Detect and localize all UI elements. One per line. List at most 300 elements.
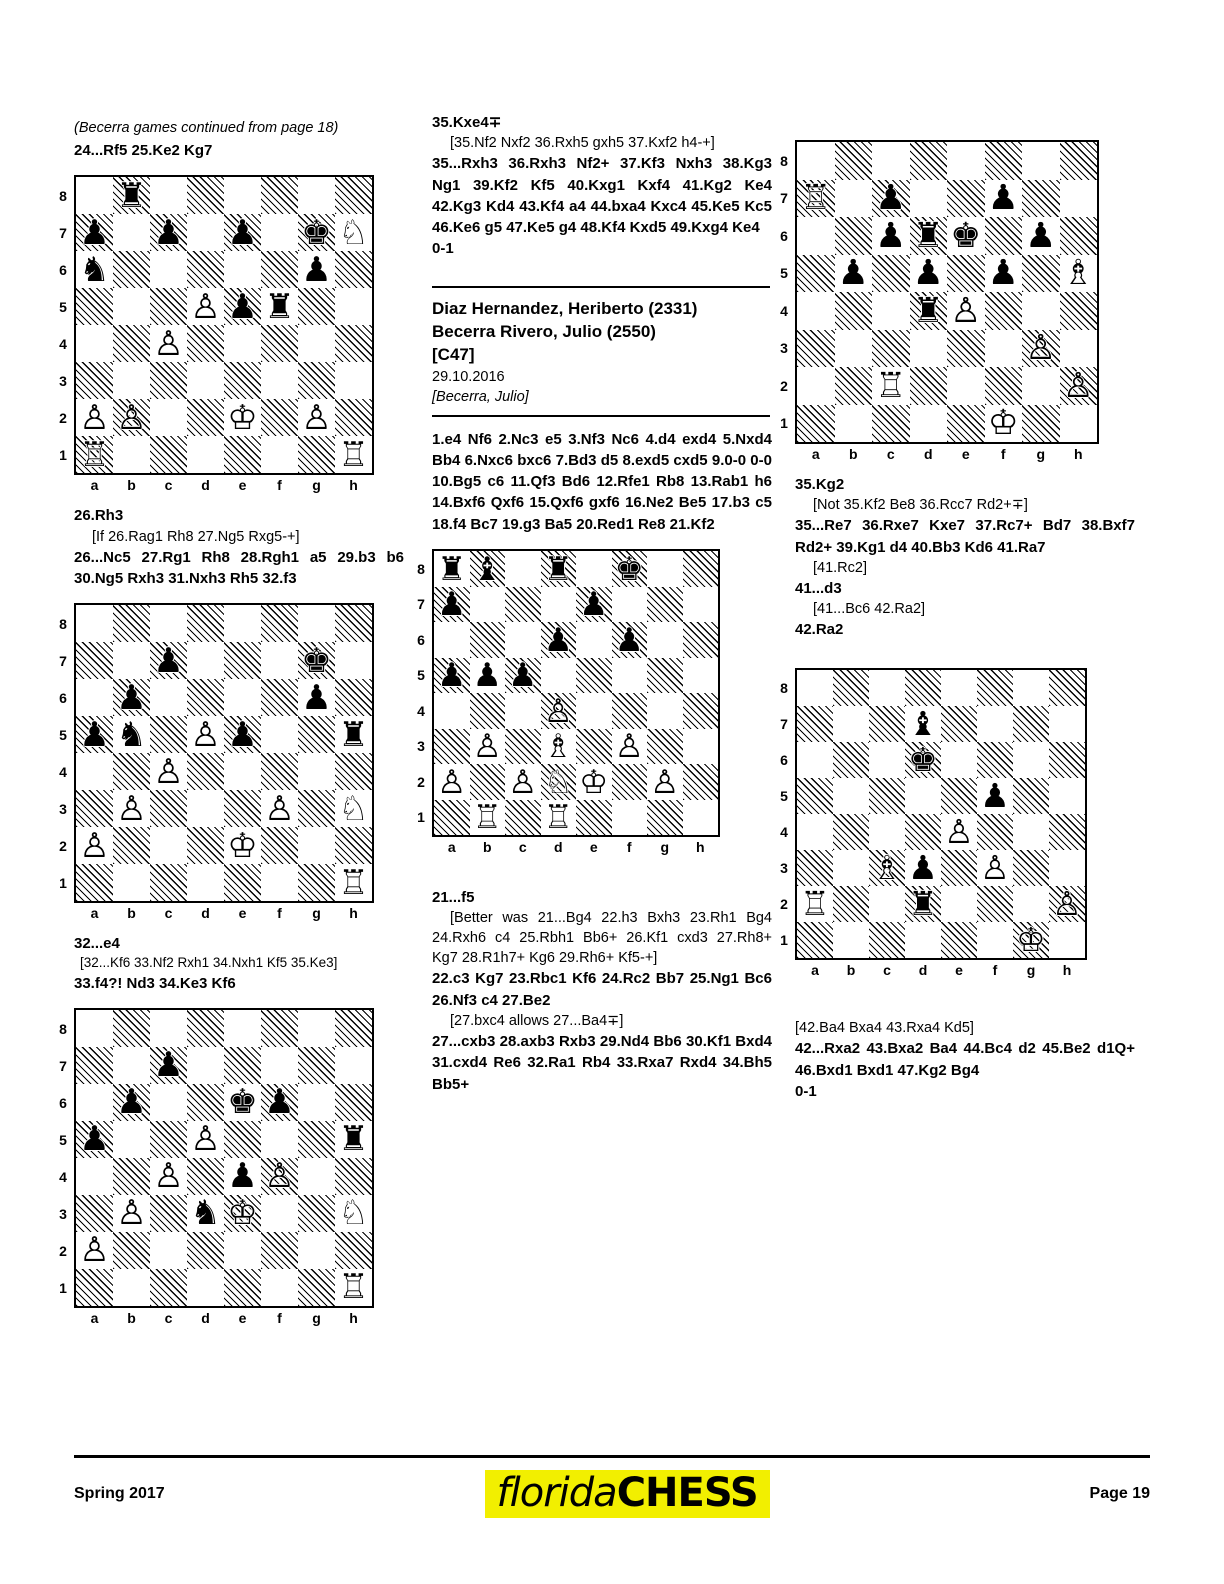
square-e4: [947, 292, 985, 330]
square-c2: [872, 367, 910, 405]
piece-b-d7: ♝: [908, 706, 938, 743]
piece-R-h1: ♖: [338, 436, 369, 474]
piece-P-a2: ♙: [437, 764, 467, 800]
file-label-b: b: [127, 477, 136, 494]
piece-p-d6: ♟: [543, 622, 573, 658]
square-f3: [612, 729, 648, 765]
square-e5: [224, 1121, 261, 1158]
section-divider-bottom: [432, 415, 770, 417]
rank-label-7: 7: [417, 596, 425, 613]
square-e2: [941, 886, 977, 922]
square-e8: [947, 142, 985, 180]
variation-35-col3: [Not 35.Kf2 Be8 36.Rcc7 Rd2+∓]: [813, 497, 1028, 514]
piece-R-a2: ♖: [800, 886, 830, 923]
square-c3: [505, 729, 541, 765]
file-label-a: a: [447, 839, 456, 856]
square-h1: [1060, 405, 1098, 443]
position-after-34-Kf6: [59, 1008, 374, 1328]
square-h8: [335, 605, 372, 642]
square-f1: [261, 436, 298, 473]
piece-p-d5: ♟: [912, 254, 944, 292]
square-d6: [905, 742, 941, 778]
square-g6: [298, 1084, 335, 1121]
file-label-b: b: [848, 446, 858, 462]
square-c2: [150, 1232, 187, 1269]
square-b3: [470, 729, 506, 765]
square-f6: [261, 679, 298, 716]
moves-35b-col2: 35...Rxh3 36.Rxh3 Nf2+ 37.Kf3 Nxh3 38.Kg3 Ng1 39.Kf2 Kf5 40.Kxg1 Kxf4 41.Kg2 Ke4 42.Kg3 Kd4 43.Kf4 a4 44.bxa4 Kxc4 45.Ke5 Kc5 46.Ke6 g5 47.Ke5 g4 48.Kf4 Kxd5 49.Kxg4 Ke4: [432, 155, 772, 237]
square-d8: [541, 551, 577, 587]
piece-p-a7: ♟: [437, 586, 467, 622]
rank-label-7: 7: [59, 1057, 67, 1074]
file-label-e: e: [238, 905, 247, 922]
square-d6: [541, 622, 577, 658]
variation-26: [If 26.Rag1 Rh8 27.Ng5 Rxg5-+]: [92, 528, 300, 545]
square-a5: [76, 1121, 113, 1158]
square-b1: [470, 800, 506, 836]
square-e1: [941, 922, 977, 958]
rank-label-1: 1: [417, 809, 425, 826]
square-h2: [683, 764, 719, 800]
square-f8: [977, 670, 1013, 706]
square-c8: [505, 551, 541, 587]
square-g4: [298, 753, 335, 790]
rank-labels: [56, 605, 70, 901]
square-b5: [833, 778, 869, 814]
square-b8: [113, 1010, 150, 1047]
piece-k-g7: ♚: [301, 214, 332, 252]
square-h8: [683, 551, 719, 587]
variation-35-col2: [35.Nf2 Nxf2 36.Rxh5 gxh5 37.Kxf2 h4-+]: [450, 135, 715, 152]
square-b3: [833, 850, 869, 886]
square-c3: [872, 330, 910, 368]
square-e5: [576, 658, 612, 694]
piece-K-e2: ♔: [579, 764, 609, 800]
square-e4: [224, 325, 261, 362]
piece-P-g3: ♙: [1025, 329, 1057, 367]
square-g7: [1013, 706, 1049, 742]
square-e8: [224, 605, 261, 642]
square-f4: [261, 325, 298, 362]
square-a8: [76, 177, 113, 214]
square-a2: [797, 367, 835, 405]
square-a7: [434, 587, 470, 623]
square-e3: [947, 330, 985, 368]
piece-R-h1: ♖: [338, 1269, 369, 1306]
square-a1: [797, 405, 835, 443]
square-g4: [1022, 292, 1060, 330]
rank-label-8: 8: [59, 1020, 67, 1037]
square-a6: [797, 217, 835, 255]
square-d4: [541, 693, 577, 729]
square-a6: [76, 1084, 113, 1121]
square-f6: [985, 217, 1023, 255]
square-h2: [335, 827, 372, 864]
square-b2: [113, 1232, 150, 1269]
move-21: 21...f5: [432, 889, 475, 907]
file-label-b: b: [846, 962, 856, 979]
piece-r-a8: ♜: [437, 551, 467, 587]
square-b4: [835, 292, 873, 330]
square-a4: [76, 753, 113, 790]
square-b7: [113, 642, 150, 679]
piece-p-c5: ♟: [508, 657, 538, 693]
rank-label-4: 4: [59, 763, 67, 780]
file-label-h: h: [1062, 962, 1072, 979]
chess-board: [74, 1008, 374, 1308]
square-g4: [647, 693, 683, 729]
square-d4: [905, 814, 941, 850]
square-b6: [113, 251, 150, 288]
square-a6: [76, 679, 113, 716]
game-source: [Becerra, Julio]: [432, 388, 529, 405]
square-b4: [113, 325, 150, 362]
square-f4: [261, 1158, 298, 1195]
square-f4: [261, 753, 298, 790]
square-c1: [505, 800, 541, 836]
file-label-c: c: [164, 905, 173, 922]
game-moves: 1.e4 Nf6 2.Nc3 e5 3.Nf3 Nc6 4.d4 exd4 5.Nxd4 Bb4 6.Nxc6 bxc6 7.Bd3 d5 8.exd5 cxd5 9.0-0 0-0 10.Bg5 c6 11.Qf3 Bd6 12.Rfe1 Rb8 13.Rab1 h6 14.Bxf6 Qxf6 15.Qxf6 gxf6 16.Ne2 Be5 17.b3 c5 18.f4 Bc7 19.g3 Ba5 20.Red1 Re8 21.Kf2: [432, 430, 772, 533]
square-c4: [505, 693, 541, 729]
square-h4: [1049, 814, 1085, 850]
square-f1: [612, 800, 648, 836]
rank-label-1: 1: [59, 874, 67, 891]
file-label-c: c: [883, 962, 891, 979]
rank-label-8: 8: [59, 615, 67, 632]
square-b1: [113, 1269, 150, 1306]
game-black-player: Becerra Rivero, Julio (2550): [432, 321, 656, 341]
square-e6: [224, 679, 261, 716]
piece-n-a6: ♞: [79, 251, 110, 289]
square-e3: [224, 790, 261, 827]
piece-k-d6: ♚: [908, 742, 938, 779]
square-d7: [187, 642, 224, 679]
piece-p-a5: ♟: [437, 657, 467, 693]
square-c7: [150, 1047, 187, 1084]
square-h3: [683, 729, 719, 765]
square-f1: [985, 405, 1023, 443]
square-e1: [224, 1269, 261, 1306]
square-g2: [1013, 886, 1049, 922]
square-h4: [683, 693, 719, 729]
square-h3: [1060, 330, 1098, 368]
square-d3: [910, 330, 948, 368]
square-h8: [335, 1010, 372, 1047]
file-label-g: g: [1036, 446, 1046, 462]
square-d1: [187, 436, 224, 473]
rank-label-7: 7: [780, 716, 788, 733]
square-g7: [647, 587, 683, 623]
square-d1: [187, 1269, 224, 1306]
rank-labels: [777, 142, 791, 442]
square-a5: [76, 288, 113, 325]
square-d4: [187, 753, 224, 790]
square-f5: [261, 716, 298, 753]
piece-n-b5: ♞: [116, 716, 147, 754]
square-c4: [150, 753, 187, 790]
rank-label-6: 6: [780, 752, 788, 769]
square-f8: [261, 605, 298, 642]
square-b1: [113, 436, 150, 473]
square-c3: [150, 1195, 187, 1232]
move-26: 26.Rh3: [74, 507, 124, 525]
square-g3: [298, 1195, 335, 1232]
square-b6: [113, 1084, 150, 1121]
square-g2: [1022, 367, 1060, 405]
rank-label-6: 6: [59, 689, 67, 706]
piece-R-a7: ♖: [800, 179, 832, 217]
rank-label-5: 5: [780, 265, 788, 282]
piece-p-g6: ♟: [1025, 217, 1057, 255]
square-h3: [335, 790, 372, 827]
result-col2: 0-1: [432, 240, 454, 258]
square-b8: [833, 670, 869, 706]
square-e4: [576, 693, 612, 729]
piece-k-g7: ♚: [301, 642, 332, 680]
square-h7: [335, 214, 372, 251]
piece-p-b6: ♟: [116, 1084, 147, 1121]
square-a4: [76, 1158, 113, 1195]
square-h2: [335, 1232, 372, 1269]
piece-r-h5: ♜: [338, 716, 369, 754]
rank-label-4: 4: [59, 335, 67, 352]
square-h4: [335, 753, 372, 790]
square-f7: [612, 587, 648, 623]
square-g8: [647, 551, 683, 587]
square-d7: [187, 1047, 224, 1084]
square-b1: [835, 405, 873, 443]
square-e1: [224, 864, 261, 901]
rank-label-1: 1: [59, 446, 67, 463]
square-f5: [261, 1121, 298, 1158]
piece-B-d3: ♗: [543, 728, 573, 764]
rank-label-5: 5: [59, 726, 67, 743]
square-f3: [977, 850, 1013, 886]
square-g7: [298, 1047, 335, 1084]
piece-N-h7: ♘: [338, 214, 369, 252]
square-f8: [261, 177, 298, 214]
piece-p-c7: ♟: [153, 214, 184, 252]
square-g2: [298, 827, 335, 864]
square-c5: [150, 288, 187, 325]
square-c1: [150, 864, 187, 901]
square-h2: [335, 399, 372, 436]
square-a5: [797, 778, 833, 814]
file-labels: [434, 839, 718, 855]
square-h3: [335, 362, 372, 399]
rank-labels: [414, 551, 428, 835]
square-d2: [541, 764, 577, 800]
square-e4: [224, 753, 261, 790]
square-b5: [113, 1121, 150, 1158]
position-after-25-Kg7: [59, 175, 374, 495]
square-h7: [683, 587, 719, 623]
square-e7: [224, 214, 261, 251]
rank-label-8: 8: [780, 152, 788, 169]
square-d5: [187, 716, 224, 753]
rank-label-2: 2: [780, 377, 788, 394]
square-e7: [224, 642, 261, 679]
square-e3: [224, 362, 261, 399]
piece-k-f8: ♚: [614, 551, 644, 587]
square-c8: [872, 142, 910, 180]
square-c1: [150, 1269, 187, 1306]
chess-board: [74, 175, 374, 475]
piece-P-f3: ♙: [980, 850, 1010, 887]
piece-B-h5: ♗: [1062, 254, 1094, 292]
rank-label-7: 7: [59, 224, 67, 241]
rank-label-3: 3: [417, 738, 425, 755]
chess-board: [432, 549, 720, 837]
square-e8: [224, 1010, 261, 1047]
piece-P-a2: ♙: [79, 399, 110, 437]
square-g1: [1022, 405, 1060, 443]
logo-chess: CHESS: [616, 1470, 758, 1516]
square-e7: [941, 706, 977, 742]
piece-p-d3: ♟: [908, 850, 938, 887]
square-h6: [1049, 742, 1085, 778]
piece-P-h2: ♙: [1052, 886, 1082, 923]
rank-label-8: 8: [780, 680, 788, 697]
square-e6: [224, 1084, 261, 1121]
rank-label-3: 3: [780, 340, 788, 357]
variation-41: [41.Rc2]: [813, 559, 867, 576]
piece-p-e7: ♟: [579, 586, 609, 622]
column-left: [59, 118, 404, 1328]
square-h2: [1060, 367, 1098, 405]
piece-K-e2: ♔: [227, 827, 258, 865]
piece-R-b1: ♖: [472, 799, 502, 835]
square-b3: [113, 790, 150, 827]
board-4-host: [417, 549, 772, 857]
file-label-h: h: [349, 1310, 358, 1326]
file-label-f: f: [1000, 446, 1006, 462]
position-after-21-Kf2: [417, 549, 720, 857]
file-labels: [76, 905, 372, 921]
square-a1: [76, 436, 113, 473]
piece-p-b5: ♟: [837, 254, 869, 292]
board-5-host: [780, 140, 1135, 464]
square-g1: [647, 800, 683, 836]
moves-35b-col3: 35...Re7 36.Rxe7 Kxe7 37.Rc7+ Bd7 38.Bxf7 Rd2+ 39.Kg1 d4 40.Bb3 Kd6 41.Ra7: [795, 517, 1135, 556]
move-35-col2: 35.Kxe4∓: [432, 114, 502, 131]
square-g5: [298, 288, 335, 325]
square-b1: [833, 922, 869, 958]
square-f1: [977, 922, 1013, 958]
file-label-f: f: [626, 839, 632, 856]
position-after-42-Ra2: [780, 668, 1087, 980]
piece-p-f5: ♟: [987, 254, 1019, 292]
rank-label-5: 5: [59, 1131, 67, 1148]
piece-p-a5: ♟: [79, 1121, 110, 1158]
square-e2: [947, 367, 985, 405]
file-label-c: c: [886, 446, 895, 462]
square-d3: [187, 790, 224, 827]
file-label-d: d: [201, 905, 210, 922]
square-d7: [905, 706, 941, 742]
square-c8: [150, 1010, 187, 1047]
rank-label-6: 6: [59, 261, 67, 278]
square-g6: [1013, 742, 1049, 778]
square-e1: [224, 436, 261, 473]
square-a3: [76, 790, 113, 827]
file-label-c: c: [164, 1310, 173, 1326]
square-e2: [224, 827, 261, 864]
square-c4: [869, 814, 905, 850]
square-f5: [612, 658, 648, 694]
rank-label-1: 1: [780, 415, 788, 432]
file-label-e: e: [589, 839, 598, 856]
piece-k-e6: ♚: [950, 217, 982, 255]
footer: [74, 1470, 1150, 1518]
square-g1: [298, 436, 335, 473]
square-e2: [224, 399, 261, 436]
square-h4: [1060, 292, 1098, 330]
square-d8: [187, 605, 224, 642]
piece-r-b8: ♜: [116, 177, 147, 215]
square-c4: [150, 1158, 187, 1195]
square-c7: [505, 587, 541, 623]
square-e4: [224, 1158, 261, 1195]
file-label-d: d: [201, 477, 210, 494]
file-label-f: f: [992, 962, 998, 979]
square-c3: [150, 362, 187, 399]
square-d2: [187, 827, 224, 864]
square-f3: [261, 1195, 298, 1232]
piece-p-e5: ♟: [227, 716, 258, 754]
rank-label-5: 5: [417, 667, 425, 684]
piece-p-f6: ♟: [264, 1084, 295, 1121]
square-e4: [941, 814, 977, 850]
square-d3: [187, 1195, 224, 1232]
game-date: 29.10.2016: [432, 368, 505, 385]
square-b6: [470, 622, 506, 658]
piece-p-c7: ♟: [875, 179, 907, 217]
square-g5: [647, 658, 683, 694]
square-f8: [985, 142, 1023, 180]
square-d1: [187, 864, 224, 901]
rank-label-2: 2: [59, 837, 67, 854]
file-label-h: h: [349, 477, 358, 494]
square-a4: [76, 325, 113, 362]
game-eco: [C47]: [432, 344, 475, 364]
square-f7: [977, 706, 1013, 742]
rank-label-4: 4: [780, 824, 788, 841]
square-f8: [261, 1010, 298, 1047]
moves-26b: 26...Nc5 27.Rg1 Rh8 28.Rgh1 a5 29.b3 b6 30.Ng5 Rxh3 31.Nxh3 Rh5 32.f3: [74, 548, 404, 587]
rank-label-6: 6: [417, 631, 425, 648]
rank-label-6: 6: [59, 1094, 67, 1111]
square-c7: [150, 642, 187, 679]
file-label-d: d: [918, 962, 928, 979]
rank-label-3: 3: [59, 800, 67, 817]
square-b1: [113, 864, 150, 901]
square-d5: [905, 778, 941, 814]
file-label-h: h: [349, 905, 358, 922]
square-e8: [941, 670, 977, 706]
chess-board: [74, 603, 374, 903]
square-g6: [647, 622, 683, 658]
square-h7: [335, 642, 372, 679]
piece-P-d5: ♙: [190, 716, 221, 754]
square-d1: [905, 922, 941, 958]
square-d8: [910, 142, 948, 180]
square-d6: [187, 251, 224, 288]
piece-N-h3: ♘: [338, 790, 369, 828]
square-g3: [1022, 330, 1060, 368]
square-b4: [113, 753, 150, 790]
square-c1: [150, 436, 187, 473]
